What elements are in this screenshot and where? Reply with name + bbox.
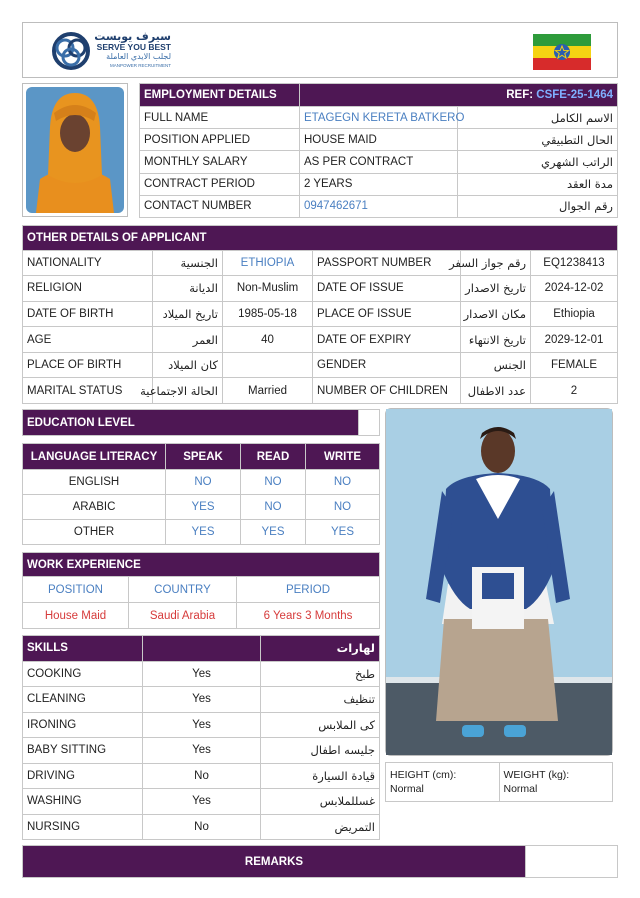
label-children: NUMBER OF CHILDREN xyxy=(313,378,461,404)
weight-value: Normal xyxy=(503,783,538,795)
ethiopia-flag-icon xyxy=(533,34,591,70)
value-pob xyxy=(223,352,313,378)
value-contract: 2 YEARS xyxy=(300,173,458,195)
skill-ironing: IRONING xyxy=(23,712,143,738)
full-body-image xyxy=(386,409,612,755)
skill-nursing: NURSING xyxy=(23,814,143,840)
education-level xyxy=(22,409,380,436)
language-literacy xyxy=(22,443,380,545)
work-position: House Maid xyxy=(23,603,129,629)
label-salary-ar: الراتب الشهري xyxy=(458,151,618,173)
lang-arabic-write: NO xyxy=(306,495,380,520)
lang-other: OTHER xyxy=(23,520,166,545)
value-dob: 1985-05-18 xyxy=(223,301,313,327)
lang-other-speak: YES xyxy=(166,520,241,545)
label-dob: DATE OF BIRTH xyxy=(23,301,153,327)
label-religion: RELIGION xyxy=(23,276,153,302)
label-marital-ar: الحالة الاجتماعية xyxy=(153,378,223,404)
logo-english: SERVE YOU BEST xyxy=(96,42,171,52)
skill-nursing-value: No xyxy=(143,814,261,840)
remarks-value xyxy=(526,846,618,878)
remarks xyxy=(22,845,618,878)
lang-english: ENGLISH xyxy=(23,470,166,495)
skill-cooking: COOKING xyxy=(23,661,143,687)
label-position: POSITION APPLIED xyxy=(140,129,300,151)
label-position-ar: الحال التطبيقي xyxy=(458,129,618,151)
skill-ironing-ar: كى الملابس xyxy=(261,712,380,738)
skill-cleaning: CLEANING xyxy=(23,687,143,713)
value-age: 40 xyxy=(223,327,313,353)
employment-details xyxy=(139,83,618,218)
label-expiry-ar: تاريخ الانتهاء xyxy=(461,327,531,353)
logo-arabic: سيرف يوبست xyxy=(94,30,171,43)
ref-number: REF: CSFE-25-1464 xyxy=(300,84,618,107)
weight-label: WEIGHT (kg): xyxy=(503,769,570,781)
label-salary: MONTHLY SALARY xyxy=(140,151,300,173)
skill-washing: WASHING xyxy=(23,789,143,815)
lang-header-literacy: LANGUAGE LITERACY xyxy=(23,444,166,470)
lang-arabic-speak: YES xyxy=(166,495,241,520)
skill-nursing-ar: التمريض xyxy=(261,814,380,840)
lang-header-speak: SPEAK xyxy=(166,444,241,470)
work-header-country: COUNTRY xyxy=(129,577,237,603)
skill-washing-value: Yes xyxy=(143,789,261,815)
skills xyxy=(22,635,380,840)
lang-english-read: NO xyxy=(241,470,306,495)
work-experience xyxy=(22,552,380,628)
value-passport: EQ1238413 xyxy=(531,250,618,276)
value-children: 2 xyxy=(531,378,618,404)
value-marital: Married xyxy=(223,378,313,404)
weight-cell xyxy=(499,763,613,802)
skill-driving: DRIVING xyxy=(23,763,143,789)
lang-english-speak: NO xyxy=(166,470,241,495)
label-gender: GENDER xyxy=(313,352,461,378)
measurements xyxy=(385,762,613,802)
label-nationality-ar: الجنسية xyxy=(153,250,223,276)
work-header-position: POSITION xyxy=(23,577,129,603)
value-salary: AS PER CONTRACT xyxy=(300,151,458,173)
label-marital: MARITAL STATUS xyxy=(23,378,153,404)
value-place-issue: Ethiopia xyxy=(531,301,618,327)
label-contact: CONTACT NUMBER xyxy=(140,195,300,217)
label-contract: CONTRACT PERIOD xyxy=(140,173,300,195)
skill-cleaning-ar: تنظيف xyxy=(261,687,380,713)
applicant-photo xyxy=(22,83,128,217)
skill-babysitting-value: Yes xyxy=(143,738,261,764)
logo-sub-english: MANPOWER RECRUITMENT xyxy=(110,63,171,68)
height-cell xyxy=(386,763,500,802)
full-body-photo xyxy=(385,408,613,756)
label-issue-date-ar: تاريخ الاصدار xyxy=(461,276,531,302)
label-contract-ar: مدة العقد xyxy=(458,173,618,195)
lang-arabic: ARABIC xyxy=(23,495,166,520)
work-country: Saudi Arabia xyxy=(129,603,237,629)
applicant-portrait-image xyxy=(26,87,124,213)
label-full-name: FULL NAME xyxy=(140,107,300,129)
value-gender: FEMALE xyxy=(531,352,618,378)
label-issue-date: DATE OF ISSUE xyxy=(313,276,461,302)
skill-cooking-ar: طبخ xyxy=(261,661,380,687)
education-title: EDUCATION LEVEL xyxy=(23,410,359,436)
lang-header-write: WRITE xyxy=(306,444,380,470)
employment-title: EMPLOYMENT DETAILS xyxy=(140,84,300,107)
value-nationality: ETHIOPIA xyxy=(223,250,313,276)
skill-cooking-value: Yes xyxy=(143,661,261,687)
lang-arabic-read: NO xyxy=(241,495,306,520)
label-gender-ar: الجنس xyxy=(461,352,531,378)
other-details-title: OTHER DETAILS OF APPLICANT xyxy=(23,226,618,251)
remarks-title: REMARKS xyxy=(23,846,526,878)
label-full-name-ar: الاسم الكامل xyxy=(458,107,618,129)
skill-driving-ar: قيادة السيارة xyxy=(261,763,380,789)
label-pob-ar: كان الميلاد xyxy=(153,352,223,378)
value-position: HOUSE MAID xyxy=(300,129,458,151)
skill-driving-value: No xyxy=(143,763,261,789)
height-label: HEIGHT (cm): xyxy=(390,769,457,781)
lang-header-read: READ xyxy=(241,444,306,470)
label-passport-ar: رقم جواز السفر xyxy=(461,250,531,276)
value-religion: Non-Muslim xyxy=(223,276,313,302)
education-value xyxy=(359,410,380,436)
label-dob-ar: تاريخ الميلاد xyxy=(153,301,223,327)
skills-title: SKILLS xyxy=(23,636,143,662)
value-full-name: ETAGEGN KERETA BATKERO xyxy=(300,107,458,129)
label-passport: PASSPORT NUMBER xyxy=(313,250,461,276)
value-contact[interactable]: 0947462671 xyxy=(300,195,458,217)
label-children-ar: عدد الاطفال xyxy=(461,378,531,404)
skill-ironing-value: Yes xyxy=(143,712,261,738)
height-value: Normal xyxy=(390,783,424,795)
label-place-issue: PLACE OF ISSUE xyxy=(313,301,461,327)
label-age: AGE xyxy=(23,327,153,353)
logo-sub-arabic: لجلب الايدي العاملة xyxy=(106,52,171,61)
skill-cleaning-value: Yes xyxy=(143,687,261,713)
label-pob: PLACE OF BIRTH xyxy=(23,352,153,378)
value-expiry: 2029-12-01 xyxy=(531,327,618,353)
lang-other-read: YES xyxy=(241,520,306,545)
label-age-ar: العمر xyxy=(153,327,223,353)
label-place-issue-ar: مكان الاصدار xyxy=(461,301,531,327)
logo-icon xyxy=(51,31,91,71)
work-header-period: PERIOD xyxy=(237,577,380,603)
other-details xyxy=(22,225,618,404)
skills-title-ar: لهارات xyxy=(261,636,380,662)
header-bar xyxy=(22,22,618,78)
skill-babysitting-ar: جليسه اطفال xyxy=(261,738,380,764)
label-expiry: DATE OF EXPIRY xyxy=(313,327,461,353)
label-nationality: NATIONALITY xyxy=(23,250,153,276)
work-title: WORK EXPERIENCE xyxy=(23,553,380,577)
lang-other-write: YES xyxy=(306,520,380,545)
company-logo xyxy=(51,31,91,71)
skill-babysitting: BABY SITTING xyxy=(23,738,143,764)
work-period: 6 Years 3 Months xyxy=(237,603,380,629)
value-issue-date: 2024-12-02 xyxy=(531,276,618,302)
skill-washing-ar: غسللملابس xyxy=(261,789,380,815)
label-religion-ar: الديانة xyxy=(153,276,223,302)
lang-english-write: NO xyxy=(306,470,380,495)
label-contact-ar: رقم الجوال xyxy=(458,195,618,217)
